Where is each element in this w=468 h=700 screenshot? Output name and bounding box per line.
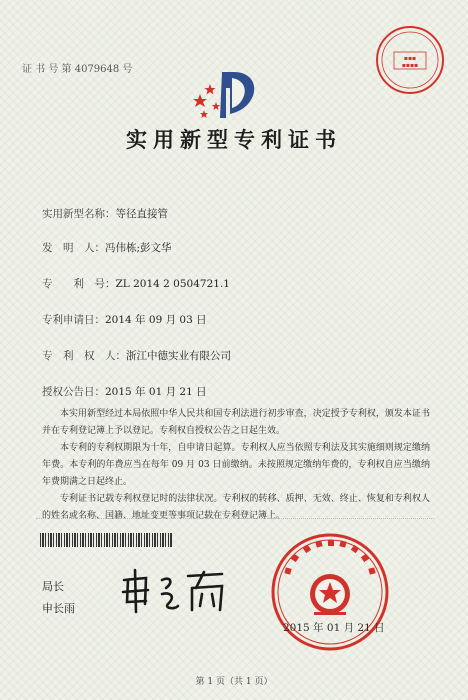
svg-text:▪▪▪: ▪▪▪ (403, 55, 417, 62)
field-application-date (42, 312, 207, 327)
certificate-text (42, 406, 430, 525)
seal-date: 2015 年 01 月 21 日 (283, 622, 385, 634)
field-label: 发 明 人： (42, 242, 105, 254)
field-label: 授权公告日： (42, 386, 105, 398)
field-patentee (42, 348, 231, 363)
field-patent-number (42, 276, 230, 291)
field-value: 冯伟栋;彭文华 (105, 242, 172, 254)
field-inventor (42, 240, 172, 255)
paragraph-legal-status: 专利证书记载专利权登记时的法律状况。专利权的转移、质押、无效、终止、恢复和专利权人的姓名或名称、国籍、地址变更等事项记载在专利登记簿上。 (42, 494, 430, 521)
patent-office-emblem-icon (186, 64, 266, 122)
barcode (40, 533, 172, 547)
field-value: ZL 2014 2 0504721.1 (115, 278, 230, 290)
paragraph-grant: 本实用新型经过本局依照中华人民共和国专利法进行初步审查，决定授予专利权，颁发本证书并在专利登记簿上予以登记。专利权自授权公告之日起生效。 (42, 409, 430, 436)
certificate-number: 证 书 号 第 4079648 号 (22, 64, 133, 75)
director-name: 申长雨 (42, 602, 75, 615)
field-value: 浙江中德实业有限公司 (126, 350, 231, 362)
field-label: 专 利 权 人： (42, 350, 126, 362)
field-label: 专 利 号： (42, 278, 116, 290)
paragraph-term: 本专利的专利权期限为十年，自申请日起算。专利权人应当依照专利法及其实施细则规定缴纳年费。本专利的年费应当在每年 09 月 03 日前缴纳。未按照规定缴纳年费的，专利权自应当缴纳年费期满之日起终止。 (42, 443, 430, 487)
field-value: 2015 年 01 月 21 日 (105, 386, 207, 398)
field-utility-model-name (42, 206, 168, 221)
field-value: 等径直接管 (115, 208, 168, 220)
page-title: 实用新型专利证书 (126, 127, 342, 152)
field-label: 实用新型名称： (42, 208, 116, 220)
agency-seal (374, 24, 446, 96)
divider (36, 518, 434, 519)
field-value: 2014 年 09 月 03 日 (105, 314, 207, 326)
field-grant-date (42, 384, 207, 399)
svg-text:▪▪▪▪: ▪▪▪▪ (401, 62, 419, 69)
director-signature (118, 566, 234, 616)
page-number: 第 1 页（共 1 页） (195, 677, 273, 687)
director-title: 局长 (42, 580, 64, 593)
field-label: 专利申请日： (42, 314, 105, 326)
